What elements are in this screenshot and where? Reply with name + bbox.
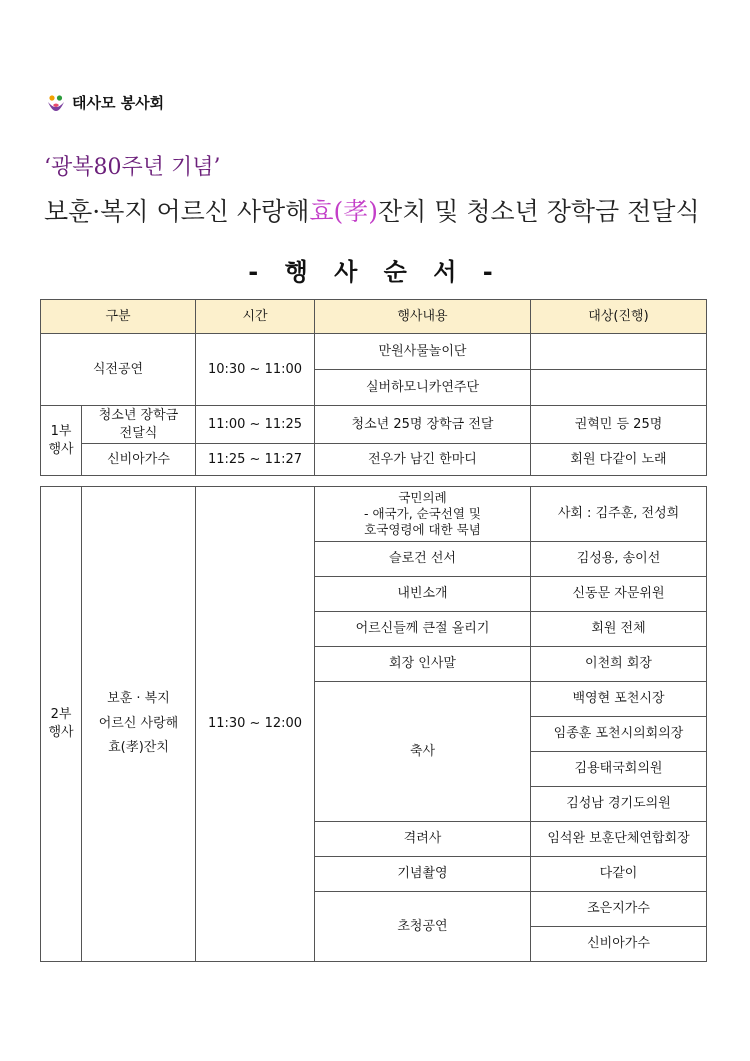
org-header <box>46 92 164 113</box>
table-row <box>41 487 707 542</box>
part1-label: 1부 행사 <box>41 406 82 476</box>
title-highlight: 효(孝) <box>309 197 379 226</box>
header-time: 시간 <box>196 300 315 334</box>
content-cell: 초청공연 <box>315 892 531 962</box>
target-cell <box>531 370 707 406</box>
subtitle: ‘광복80주년 기념’ <box>44 155 221 180</box>
table-row <box>41 406 707 444</box>
target-cell: 신비아가수 <box>531 927 707 962</box>
content-cell: 슬로건 선서 <box>315 542 531 577</box>
table-row <box>41 444 707 476</box>
org-name: 태사모 봉사회 <box>72 94 165 112</box>
part2-time: 11:30 ~ 12:00 <box>196 487 315 962</box>
target-cell: 조은지가수 <box>531 892 707 927</box>
content-cell: 내빈소개 <box>315 577 531 612</box>
time-cell: 11:25 ~ 11:27 <box>196 444 315 476</box>
schedule-table-1 <box>40 299 707 476</box>
target-cell: 다같이 <box>531 857 707 892</box>
category-cell: 청소년 장학금 전달식 <box>82 406 196 444</box>
header-category: 구분 <box>41 300 196 334</box>
header-target: 대상(진행) <box>531 300 707 334</box>
content-cell: 청소년 25명 장학금 전달 <box>315 406 531 444</box>
target-cell: 임석완 보훈단체연합회장 <box>531 822 707 857</box>
target-cell: 사회 : 김주훈, 전성희 <box>531 487 707 542</box>
part2-label: 2부 행사 <box>41 487 82 962</box>
schedule-table-2 <box>40 486 707 962</box>
category-cell: 신비아가수 <box>82 444 196 476</box>
table-row <box>41 334 707 370</box>
target-cell: 이천희 회장 <box>531 647 707 682</box>
content-cell: 회장 인사말 <box>315 647 531 682</box>
content-cell: 기념촬영 <box>315 857 531 892</box>
target-cell: 김성남 경기도의원 <box>531 787 707 822</box>
target-cell: 임종훈 포천시의회의장 <box>531 717 707 752</box>
target-cell: 백영현 포천시장 <box>531 682 707 717</box>
pre-performance-label: 식전공연 <box>41 334 196 406</box>
target-cell: 김용태국회의원 <box>531 752 707 787</box>
content-cell: 전우가 남긴 한마디 <box>315 444 531 476</box>
target-cell: 회원 전체 <box>531 612 707 647</box>
content-cell: 만원사물놀이단 <box>315 334 531 370</box>
target-cell: 신동문 자문위원 <box>531 577 707 612</box>
header-row <box>41 300 707 334</box>
title-post: 잔치 및 청소년 장학금 전달식 <box>378 197 700 226</box>
title-pre: 보훈·복지 어르신 사랑해 <box>44 197 310 226</box>
target-cell: 회원 다같이 노래 <box>531 444 707 476</box>
content-cell: 실버하모니카연주단 <box>315 370 531 406</box>
target-cell: 권혁민 등 25명 <box>531 406 707 444</box>
order-title: - 행 사 순 서 - <box>248 258 502 286</box>
content-cell: 어르신들께 큰절 올리기 <box>315 612 531 647</box>
time-cell: 11:00 ~ 11:25 <box>196 406 315 444</box>
event-title <box>44 192 700 228</box>
part2-category: 보훈 · 복지 어르신 사랑해 효(孝)잔치 <box>82 487 196 962</box>
header-content: 행사내용 <box>315 300 531 334</box>
target-cell <box>531 334 707 370</box>
content-cell: 국민의례 - 애국가, 순국선열 및 호국영령에 대한 묵념 <box>315 487 531 542</box>
target-cell: 김성용, 송이선 <box>531 542 707 577</box>
content-cell: 격려사 <box>315 822 531 857</box>
content-cell: 축사 <box>315 682 531 822</box>
pre-performance-time: 10:30 ~ 11:00 <box>196 334 315 406</box>
people-heart-logo <box>46 93 66 113</box>
